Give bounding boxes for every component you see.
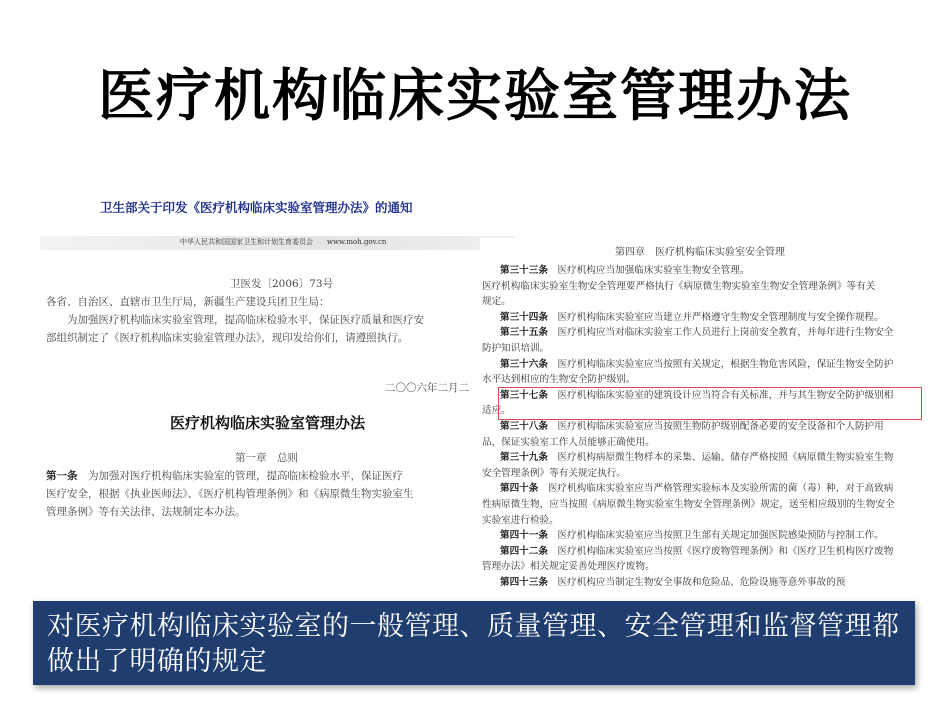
article-label: 第三十五条 <box>500 327 548 339</box>
article-1-text: 为加强对医疗机构临床实验室的管理，提高临床检验水平，保证医疗 <box>77 470 403 482</box>
article-line <box>482 560 655 573</box>
article-text: 医疗机构临床实验室应当按照卫生部有关规定加强医院感染预防与控制工作。 <box>547 530 884 542</box>
notice-title: 卫生部关于印发《医疗机构临床实验室管理办法》的通知 <box>100 200 413 215</box>
article-1-line-1 <box>46 468 511 483</box>
measures-title: 医疗机构临床实验室管理办法 <box>170 414 366 432</box>
slide-title: 医疗机构临床实验室管理办法 <box>98 64 852 129</box>
website-header-text: 中华人民共和国国家卫生和计划生育委员会 www.moh.gov.cn <box>180 238 387 246</box>
notice-paragraph-1: 为加强医疗机构临床实验室管理，提高临床检验水平，保证医疗质量和医疗安 <box>46 314 424 326</box>
article-line <box>500 545 893 558</box>
article-text: 医疗机构临床实验室应当严格管理实验标本及实验所需的菌（毒）种，对于高致病 <box>538 483 894 495</box>
addressee-line: 各省、自治区、直辖市卫生厅局，新疆生产建设兵团卫生局： <box>46 296 330 308</box>
article-line <box>482 280 875 293</box>
article-label: 第四十一条 <box>500 530 548 542</box>
article-line <box>482 342 549 355</box>
document-number: 卫医发〔2006〕73号 <box>230 278 334 290</box>
article-text: 性病原微生物，应当按照《病原微生物实验室生物安全管理条例》规定，送至相应级别的生物安全 <box>482 499 895 510</box>
notice-document-image <box>40 190 515 570</box>
article-text: 医疗机构临床实验室应当按照有关规定，根据生物危害风险，保证生物安全防护 <box>547 358 894 370</box>
article-line <box>500 358 893 371</box>
article-text: 医疗机构临床实验室的建筑设计应当符合有关标准，并与其生物安全防护级别相 <box>547 389 894 401</box>
article-37-highlight-box <box>498 387 922 420</box>
article-text: 规定。 <box>482 296 511 308</box>
article-line <box>500 529 884 542</box>
article-text: 安全管理条例》等有关规定执行。 <box>482 467 626 479</box>
article-line <box>482 467 626 480</box>
article-line <box>482 295 511 308</box>
article-text: 医疗机构临床实验室应当按照《医疗废物管理条例》和《医疗卫生机构医疗废物 <box>547 545 894 557</box>
chapter-1-heading: 第一章 总则 <box>235 452 298 464</box>
article-label: 第三十七条 <box>500 389 548 401</box>
article-text: 医疗机构临床实验室生物安全管理要严格执行《病原微生物实验室生物安全管理条例》等有关 <box>482 280 876 292</box>
article-1-line-3: 管理条例》等有关法律、法规制定本办法。 <box>46 506 246 518</box>
article-line <box>500 326 893 339</box>
article-label: 第四十三条 <box>500 577 548 588</box>
summary-caption-box <box>33 601 915 685</box>
article-text: 管理办法》相关规定妥善处理医疗废物。 <box>482 561 655 573</box>
article-line <box>500 311 884 324</box>
article-text: 医疗机构应当对临床实验室工作人员进行上岗前安全教育，并每年进行生物安全 <box>547 327 894 339</box>
article-line <box>500 451 893 464</box>
article-label: 第三十三条 <box>500 265 548 276</box>
article-1-label: 第一条 <box>46 470 78 482</box>
article-text: 医疗机构应当加强临床实验室生物安全管理。 <box>547 265 750 276</box>
article-label: 第三十六条 <box>500 358 548 370</box>
article-label: 第三十八条 <box>500 421 548 432</box>
article-line <box>500 420 884 433</box>
article-text: 品，保证实验室工作人员能够正确使用。 <box>482 436 655 448</box>
notice-paragraph-2: 部组织制定了《医疗机构临床实验室管理办法》，现印发给你们，请遵照执行。 <box>46 332 409 344</box>
article-line <box>482 373 636 386</box>
article-1-line-2: 医疗安全，根据《执业医师法》、《医疗机构管理条例》和《病原微生物实验室生 <box>46 488 414 500</box>
article-line <box>482 514 559 527</box>
article-line <box>500 576 845 589</box>
article-text: 水平达到相应的生物安全防护级别。 <box>482 374 636 386</box>
article-label: 第四十二条 <box>500 545 548 557</box>
article-text: 适应。 <box>482 405 511 417</box>
chapter-4-heading: 第四章 医疗机构临床实验室安全管理 <box>615 247 785 258</box>
article-text: 实验室进行检验。 <box>482 514 559 526</box>
article-text: 医疗机构临床实验室应当按照生物防护级别配备必要的安全设备和个人防护用 <box>547 421 884 432</box>
article-text: 医疗机构病原微生物样本的采集、运输、储存严格按照《病原微生物实验室生物 <box>547 452 894 464</box>
article-label: 第四十条 <box>500 483 539 495</box>
article-text: 医疗机构临床实验室应当建立并严格遵守生物安全管理制度与安全操作规程。 <box>547 311 884 323</box>
article-line <box>482 436 655 449</box>
article-label: 第三十九条 <box>500 452 548 464</box>
article-text: 医疗机构应当制定生物安全事故和危险品、危险设施等意外事故的预 <box>547 577 846 588</box>
summary-caption-text: 对医疗机构临床实验室的一般管理、质量管理、安全管理和监督管理都做出了明确的规定 <box>47 611 900 677</box>
article-text: 防护知识培训。 <box>482 343 550 354</box>
article-line <box>500 482 893 495</box>
signing-date: 二〇〇六年二月二 <box>385 382 469 394</box>
article-line <box>482 498 895 511</box>
article-label: 第三十四条 <box>500 311 548 323</box>
article-line <box>500 264 749 277</box>
